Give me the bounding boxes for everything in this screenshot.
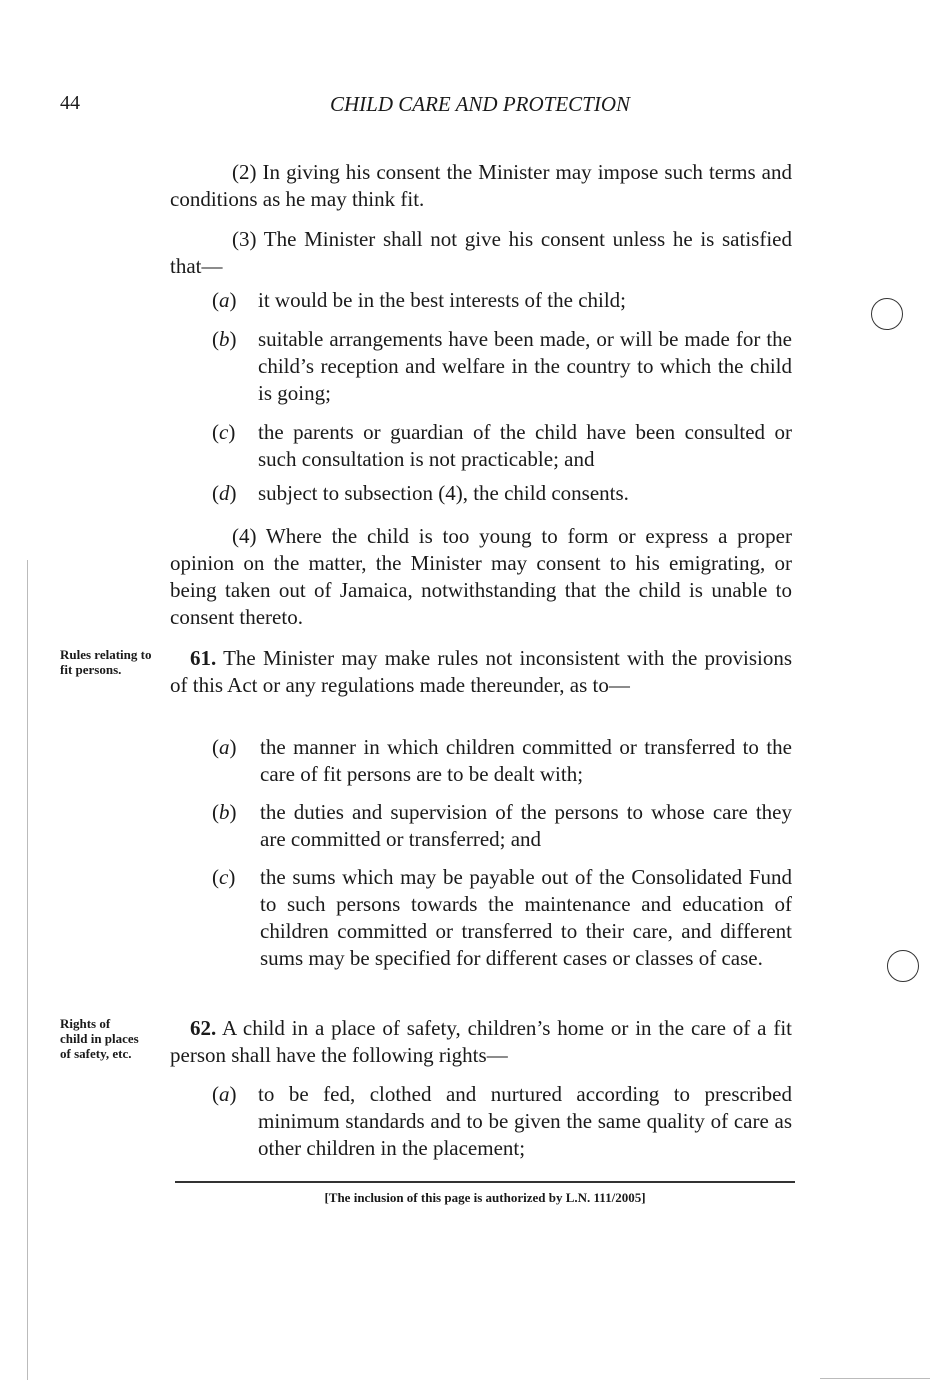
list-item	[212, 734, 792, 788]
footer-rule	[175, 1181, 795, 1183]
item-label: (c)	[212, 865, 236, 889]
section-number: 61.	[190, 646, 217, 670]
item-label: (b)	[212, 800, 237, 824]
page-number: 44	[60, 92, 80, 114]
list-item	[212, 1081, 792, 1162]
item-label: (b)	[212, 327, 237, 351]
item-label: (c)	[212, 420, 236, 444]
binder-hole	[887, 950, 919, 982]
section-62-intro: 62. A child in a place of safety, children’s home or in the care of a fit person shall have the following rights—	[170, 1016, 793, 1067]
list-item	[212, 326, 792, 407]
list-item	[212, 287, 792, 314]
list-item	[212, 480, 792, 507]
item-label: (a)	[212, 288, 237, 312]
margin-note-62: Rights of child in places of safety, etc.	[60, 1016, 139, 1061]
page-title: CHILD CARE AND PROTECTION	[329, 92, 631, 116]
subsection-4: (4) Where the child is too young to form or express a proper opinion on the matter, the Minister may consent to his emigrating, or being taken out of Jamaica, notwithstanding that the child is unable to consent thereto.	[170, 524, 792, 629]
item-label: (a)	[212, 1082, 237, 1106]
margin-note-61: Rules relating to fit persons.	[60, 647, 152, 677]
list-item	[212, 419, 792, 473]
item-text: to be fed, clothed and nurtured according to prescribed minimum standards and to be given the same quality of care as other children in the placement;	[258, 1082, 792, 1160]
binder-hole	[871, 298, 903, 330]
section-61-intro: 61. The Minister may make rules not inconsistent with the provisions of this Act or any regulations made thereunder, as to—	[170, 646, 792, 697]
item-label: (a)	[212, 735, 237, 759]
item-text: the manner in which children committed or transferred to the care of fit persons are to be dealt with;	[260, 735, 792, 786]
item-text: the duties and supervision of the persons to whose care they are committed or transferred; and	[260, 800, 792, 851]
list-item	[212, 864, 792, 972]
section-number: 62.	[190, 1016, 217, 1040]
list-item	[212, 799, 792, 853]
page-edge-line	[27, 560, 28, 1380]
subsection-2: (2) In giving his consent the Minister may impose such terms and conditions as he may think fit.	[170, 160, 792, 211]
authorization-note: [The inclusion of this page is authorized by L.N. 111/2005]	[324, 1190, 646, 1205]
item-label: (d)	[212, 481, 237, 505]
item-text: suitable arrangements have been made, or will be made for the child’s reception and welfare in the country to which the child is going;	[258, 327, 792, 405]
page-edge-line	[820, 1378, 930, 1379]
subsection-3-intro: (3) The Minister shall not give his consent unless he is satisfied that—	[170, 227, 792, 278]
item-text: subject to subsection (4), the child consents.	[258, 481, 629, 505]
item-text: the sums which may be payable out of the Consolidated Fund to such persons towards the maintenance and education of children committed or transferred to their care, and different sums may be specified for different cases or classes of case.	[260, 865, 792, 970]
item-text: it would be in the best interests of the child;	[258, 288, 627, 312]
item-text: the parents or guardian of the child have been consulted or such consultation is not practicable; and	[258, 420, 792, 471]
